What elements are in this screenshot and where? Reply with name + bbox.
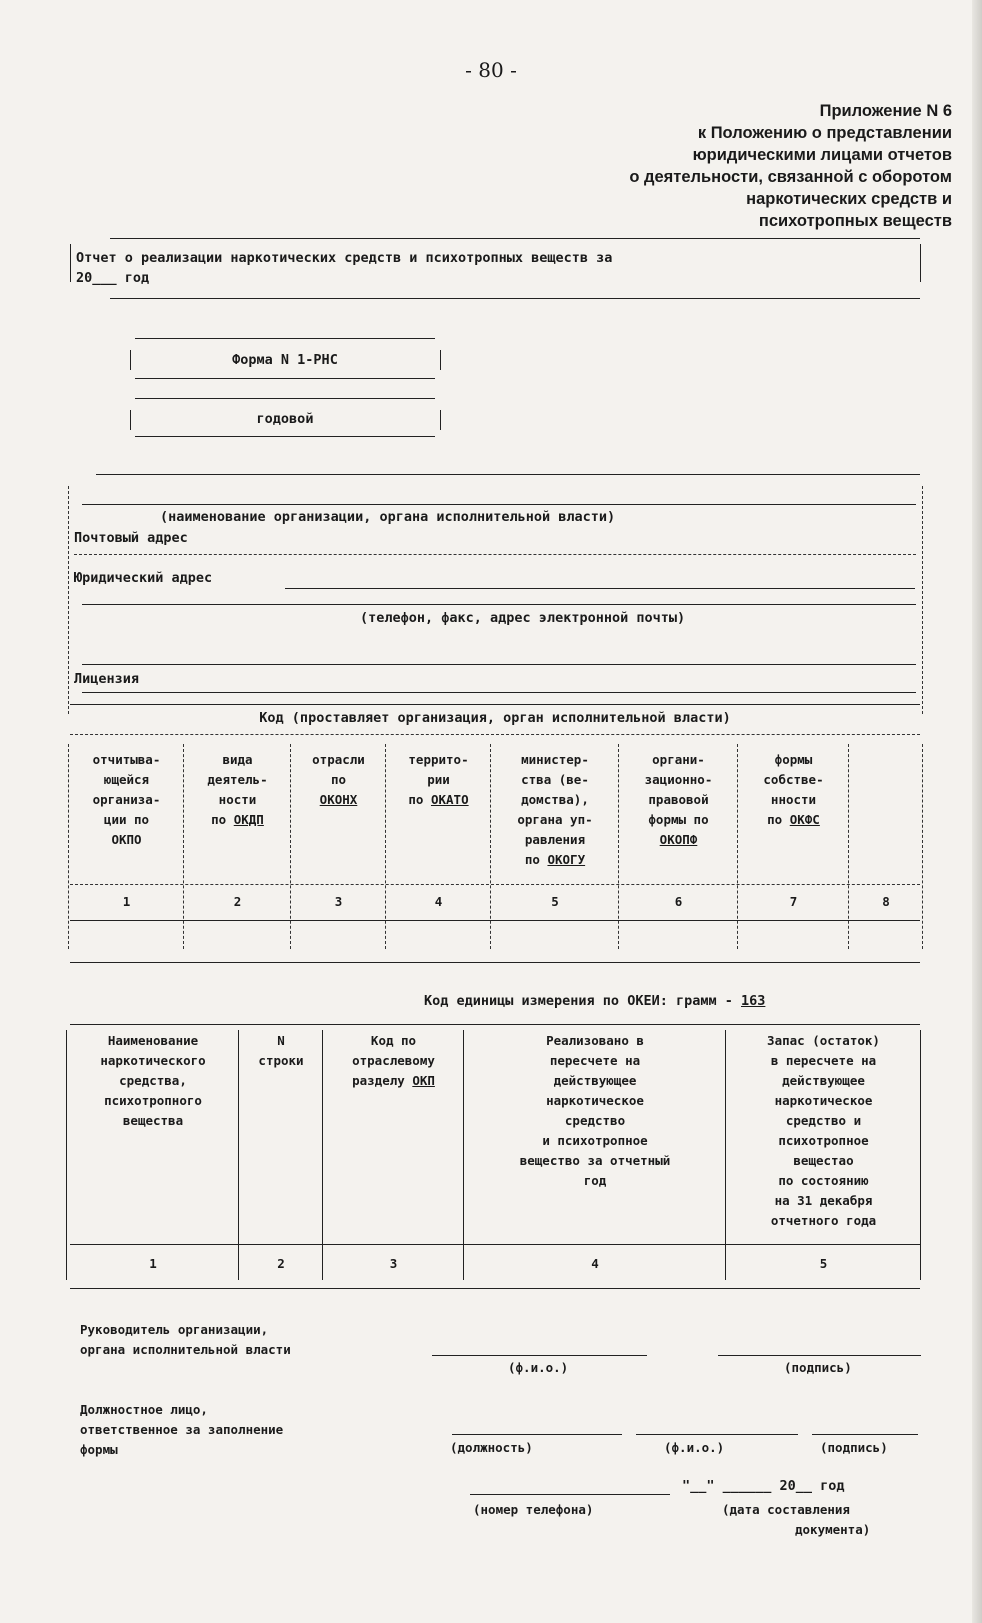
appendix-line: о деятельности, связанной с оборотом — [629, 168, 952, 186]
codes-col-num: 4 — [434, 894, 443, 909]
doc-date-caption-2: документа) — [795, 1522, 871, 1537]
resp-label-1: Должностное лицо, — [80, 1402, 208, 1417]
main-col-name: Наименование наркотического средства, психотропного вещества — [100, 1033, 206, 1128]
codes-table-header: Код (проставляет организация, орган исполнительной власти) — [259, 710, 731, 726]
main-col-num: 1 — [149, 1256, 157, 1271]
appendix-line: наркотических средств и — [746, 190, 952, 208]
main-col-num: 3 — [389, 1256, 398, 1271]
report-title-line-1: Отчет о реализации наркотических средств и психотропных веществ за — [76, 250, 613, 266]
resp-fio-caption: (ф.и.о.) — [664, 1440, 725, 1455]
page-number: - 80 - — [465, 58, 517, 82]
codes-col-okogu: министер- ства (ве- домства), органа уп- равления по ОКОГУ — [517, 752, 593, 867]
main-col-row-number: N строки — [258, 1033, 304, 1068]
head-signature-caption: (подпись) — [784, 1360, 852, 1375]
codes-col-okonh: отрасли по ОКОНХ — [312, 752, 365, 807]
postal-address-label: Почтовый адрес — [74, 530, 188, 546]
head-label-1: Руководитель организации, — [80, 1322, 269, 1337]
resp-label-3: формы — [80, 1442, 118, 1457]
codes-col-okpo: отчитыва- ющейся организа- ции по ОКПО — [92, 752, 161, 847]
appendix-line: юридическими лицами отчетов — [692, 146, 952, 164]
main-col-num: 2 — [277, 1256, 285, 1271]
main-col-stock: Запас (остаток) в пересчете на действующее наркотическое средство и психотропное вещестао по состоянию на 31 декабря отчетного года — [767, 1033, 880, 1228]
codes-col-okopf: органи- зационно- правовой формы по ОКОПФ — [644, 752, 713, 847]
codes-col-num: 6 — [674, 894, 683, 909]
form-name: Форма N 1-РНС — [232, 352, 338, 368]
codes-col-num: 8 — [882, 894, 890, 909]
codes-col-num: 7 — [789, 894, 798, 909]
page-edge-shadow — [972, 0, 982, 1623]
codes-col-num: 5 — [551, 894, 559, 909]
codes-col-okato: террито- рии по ОКАТО — [408, 752, 469, 807]
org-name-caption: (наименование организации, органа исполнительной власти) — [160, 509, 616, 525]
appendix-line: Приложение N 6 — [819, 102, 952, 120]
date-line: "__" ______ 20__ год — [682, 1478, 845, 1494]
appendix-line: к Положению о представлении — [697, 124, 952, 142]
report-title-line-2: 20___ год — [76, 270, 150, 286]
resp-position-caption: (должность) — [450, 1440, 533, 1455]
resp-signature-caption: (подпись) — [820, 1440, 888, 1455]
main-col-num: 5 — [819, 1256, 828, 1271]
codes-col-num: 2 — [233, 894, 242, 909]
unit-label: Код единицы измерения по ОКЕИ: грамм - — [424, 993, 733, 1009]
codes-col-num: 1 — [122, 894, 131, 909]
codes-col-okfs: формы собстве- нности по ОКФС — [763, 752, 824, 827]
unit-line — [424, 993, 765, 1009]
form-period: годовой — [256, 411, 314, 427]
contacts-caption: (телефон, факс, адрес электронной почты) — [360, 610, 686, 626]
main-col-num: 4 — [591, 1256, 599, 1271]
main-col-okp-code: Код по отраслевому разделу ОКП — [352, 1033, 435, 1088]
legal-address-label: Юридический адрес — [74, 570, 213, 586]
head-label-2: органа исполнительной власти — [80, 1342, 291, 1357]
license-label: Лицензия — [74, 671, 140, 687]
codes-col-okdp: вида деятель- ности по ОКДП — [207, 752, 268, 827]
doc-date-caption-1: (дата составления — [722, 1502, 850, 1517]
head-fio-caption: (ф.и.о.) — [508, 1360, 569, 1375]
codes-col-num: 3 — [334, 894, 343, 909]
resp-label-2: ответственное за заполнение — [80, 1422, 284, 1437]
appendix-heading — [629, 100, 952, 232]
phone-caption: (номер телефона) — [473, 1502, 594, 1517]
unit-code: 163 — [741, 993, 766, 1009]
appendix-line: психотропных веществ — [758, 212, 952, 230]
main-col-sold: Реализовано в пересчете на действующее наркотическое средство и психотропное вещество за отчетный год — [519, 1033, 671, 1188]
